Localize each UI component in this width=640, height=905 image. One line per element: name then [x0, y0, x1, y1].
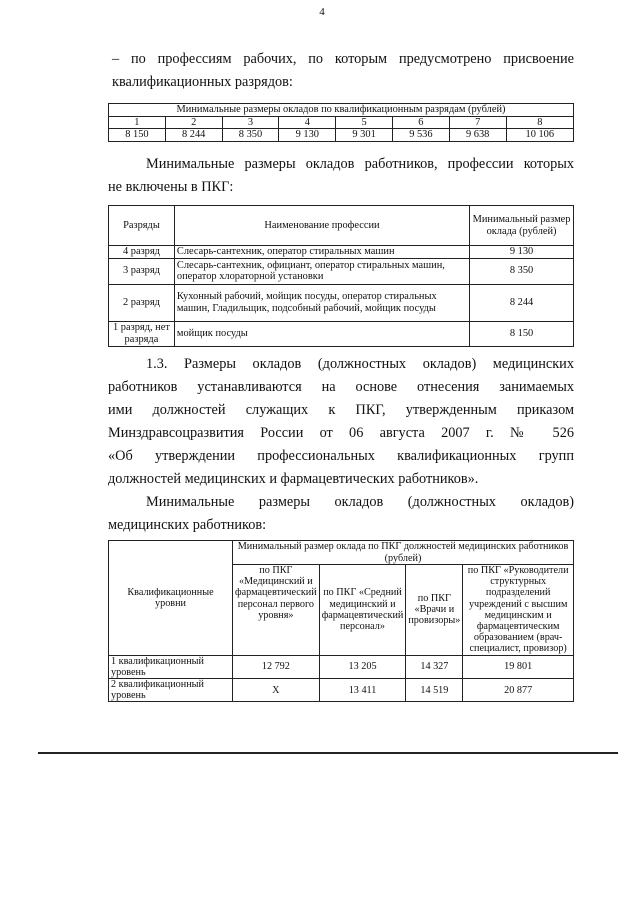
bottom-divider	[38, 752, 618, 754]
intro-line-1: – по профессиям рабочих, по которым предусмотрено присвоение	[112, 51, 574, 67]
value-cell: 8 350	[222, 129, 279, 142]
table-row	[109, 246, 574, 259]
value-cell: Х	[233, 679, 320, 702]
profession-cell: Слесарь-сантехник, оператор стиральных машин	[174, 246, 469, 259]
medical-column-header: по ПКГ «Средний медицинский и фармацевтический персонал»	[319, 565, 406, 656]
section3-line-6: должностей медицинских и фармацевтических работников».	[108, 471, 479, 487]
table-row	[109, 258, 574, 284]
values-row	[109, 129, 574, 142]
medical-group-header: Минимальный размер оклада по ПКГ должностей медицинских работников (рублей)	[233, 541, 574, 565]
section4-line-1: Минимальные размеры окладов (должностных окладов)	[146, 494, 574, 510]
medical-column-header: по ПКГ «Медицинский и фармацевтический персонал первого уровня»	[233, 565, 320, 656]
rank-cell: 6	[392, 116, 449, 129]
table-row	[109, 321, 574, 346]
profession-cell: Слесарь-сантехник, официант, оператор стиральных машин, оператор хлораторной установки	[174, 258, 469, 284]
value-cell: 14 519	[406, 679, 463, 702]
value-cell: 9 638	[449, 129, 506, 142]
rank-cell: 1	[109, 116, 166, 129]
ranks-row	[109, 116, 574, 129]
value-cell: 9 130	[279, 129, 336, 142]
value-cell: 14 327	[406, 655, 463, 678]
value-cell: 13 205	[319, 655, 406, 678]
value-cell: 8 244	[165, 129, 222, 142]
rank-cell: 3 разряд	[109, 258, 175, 284]
value-cell: 9 301	[336, 129, 393, 142]
value-cell: 8 150	[109, 129, 166, 142]
professions-header-salary: Минимальный размер оклада (рублей)	[470, 206, 574, 246]
salary-cell: 8 244	[470, 284, 574, 321]
section3-line-5: «Об утверждении профессиональных квалификационных групп	[108, 448, 574, 464]
table-row	[109, 679, 574, 702]
rank-cell: 1 разряд, нет разряда	[109, 321, 175, 346]
section3-line-4: Минздравсоцразвития России от 06 августа 2007 г. № 526	[108, 425, 574, 441]
level-cell: 1 квалификационный уровень	[109, 655, 233, 678]
value-cell: 10 106	[506, 129, 573, 142]
section2-line-1: Минимальные размеры окладов работников, профессии которых	[146, 156, 574, 172]
value-cell: 13 411	[319, 679, 406, 702]
salary-cell: 9 130	[470, 246, 574, 259]
salary-cell: 8 150	[470, 321, 574, 346]
value-cell: 20 877	[463, 679, 574, 702]
medical-column-header: по ПКГ «Врачи и провизоры»	[406, 565, 463, 656]
rank-cell: 3	[222, 116, 279, 129]
rank-cell: 4	[279, 116, 336, 129]
section2-line-2: не включены в ПКГ:	[108, 179, 234, 195]
ranks-table-header: Минимальные размеры окладов по квалификационным разрядам (рублей)	[109, 104, 574, 117]
rank-cell: 8	[506, 116, 573, 129]
professions-header-rank: Разряды	[109, 206, 175, 246]
ranks-table	[108, 103, 574, 142]
value-cell: 9 536	[392, 129, 449, 142]
intro-line-2: квалификационных разрядов:	[112, 74, 293, 90]
medical-table	[108, 540, 574, 702]
value-cell: 12 792	[233, 655, 320, 678]
rank-cell: 5	[336, 116, 393, 129]
value-cell: 19 801	[463, 655, 574, 678]
professions-header-name: Наименование профессии	[174, 206, 469, 246]
profession-cell: мойщик посуды	[174, 321, 469, 346]
table-row	[109, 284, 574, 321]
section3-line-2: работников устанавливаются на основе отнесения занимаемых	[108, 379, 574, 395]
rank-cell: 4 разряд	[109, 246, 175, 259]
section3-line-3: ими должностей служащих к ПКГ, утвержденным приказом	[108, 402, 574, 418]
medical-corner-header: Квалификационные уровни	[109, 541, 233, 656]
professions-table	[108, 205, 574, 347]
page-number: 4	[319, 6, 325, 18]
rank-cell: 2	[165, 116, 222, 129]
rank-cell: 7	[449, 116, 506, 129]
salary-cell: 8 350	[470, 258, 574, 284]
profession-cell: Кухонный рабочий, мойщик посуды, оператор стиральных машин, Гладильщик, подсобный рабочий, мойщик посуды	[174, 284, 469, 321]
section3-line-1: 1.3. Размеры окладов (должностных окладов) медицинских	[146, 356, 574, 372]
rank-cell: 2 разряд	[109, 284, 175, 321]
level-cell: 2 квалификационный уровень	[109, 679, 233, 702]
table-row	[109, 655, 574, 678]
medical-column-header: по ПКГ «Руководители структурных подразделений учреждений с высшим медицинским и фармацевтическим образованием (врач-специалист, провизор)	[463, 565, 574, 656]
section4-line-2: медицинских работников:	[108, 517, 267, 533]
